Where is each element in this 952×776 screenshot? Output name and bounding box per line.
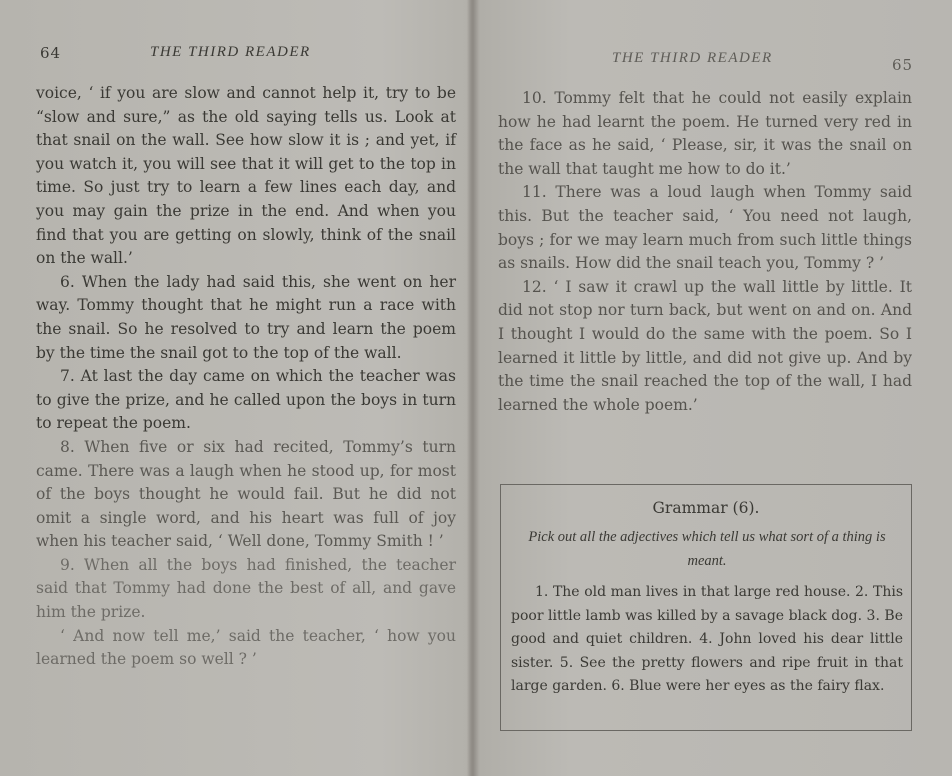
left-paragraph-4: 8. When five or six had recited, Tommy’s turn came. There was a laugh when he stood up, for most of the boys thought he would fail. But he did not omit a single word, and his heart was full of joy when his teacher said, ‘ Well done, Tommy Smith ! ’	[36, 437, 456, 551]
left-running-head: THE THIRD READER	[150, 44, 311, 60]
right-page-number: 65	[892, 56, 914, 74]
left-page-number: 64	[40, 44, 62, 62]
left-paragraph-5: 9. When all the boys had finished, the teacher said that Tommy had done the best of all, and gave him the prize.	[36, 555, 456, 622]
right-paragraph-11: 11. There was a loud laugh when Tommy said this. But the teacher said, ‘ You need not laugh, boys ; for we may learn much from such little things as snails. How did the snail teach you, Tommy ? ’	[498, 183, 912, 273]
grammar-exercise-text: 1. The old man lives in that large red house. 2. This poor little lamb was killed by a savage black dog. 3. Be good and quiet children. 4. John loved his dear little sister. 5. See the pretty flowers and ripe fruit in that large garden. 6. Blue were her eyes as the fairy flax.	[511, 584, 903, 694]
left-page	[0, 0, 470, 776]
left-paragraph-2: 6. When the lady had said this, she went on her way. Tommy thought that he might run a race with the snail. So he resolved to try and learn the poem by the time the snail got to the top of the wall.	[36, 272, 456, 362]
grammar-exercise-box	[500, 484, 912, 731]
left-paragraph-3: 7. At last the day came on which the teacher was to give the prize, and he called upon the boys in turn to repeat the poem.	[36, 367, 456, 433]
left-paragraph-1: voice, ‘ if you are slow and cannot help it, try to be “slow and sure,” as the old saying tells us. Look at that snail on the wall. See how slow it is ; and yet, if you watch it, you will see that it will get to the top in time. So just try to learn a few lines each day, and you may gain the prize in the end. And when you find that you are getting on slowly, think of the snail on the wall.’	[36, 84, 456, 268]
right-page-body	[498, 87, 912, 417]
right-paragraph-12: 12. ‘ I saw it crawl up the wall little by little. It did not stop nor turn back, but went on and on. And I thought I would do the same with the poem. So I learned it little by little, and did not give up. And by the time the snail reached the top of the wall, I had learned the whole poem.’	[498, 277, 912, 414]
grammar-title: Grammar (6).	[652, 499, 760, 517]
right-page	[480, 0, 952, 776]
grammar-instruction: Pick out all the adjectives which tell us what sort of a thing is meant.	[528, 529, 886, 569]
right-paragraph-10: 10. Tommy felt that he could not easily explain how he had learnt the poem. He turned very red in the face as he said, ‘ Please, sir, it was the snail on the wall that taught me how to do it.’	[498, 89, 912, 178]
right-running-head: THE THIRD READER	[612, 50, 773, 66]
grammar-exercise	[511, 581, 903, 699]
left-paragraph-6: ‘ And now tell me,’ said the teacher, ‘ how you learned the poem so well ? ’	[36, 626, 456, 669]
left-page-body	[36, 82, 456, 672]
